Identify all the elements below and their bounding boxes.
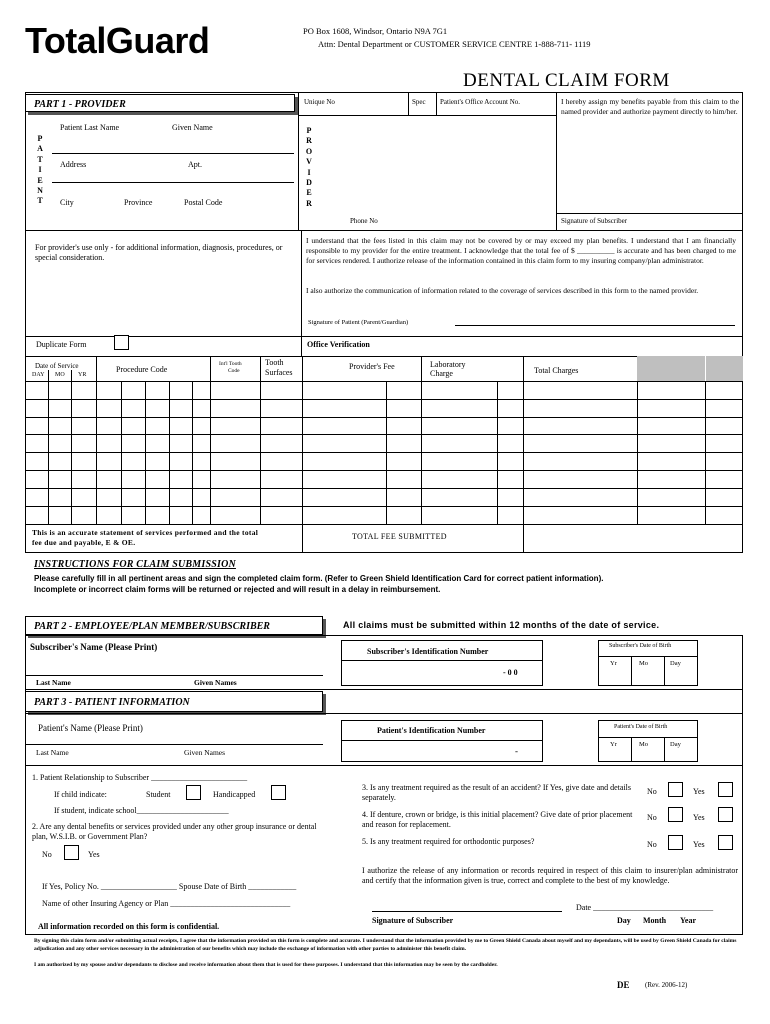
provider-vertical-letter-5: D	[306, 177, 312, 187]
assign-benefits-text: I hereby assign my benefits payable from this claim to the named provider and authorize payment directly to him/her.	[561, 97, 739, 116]
province-label: Province	[124, 198, 153, 207]
postal-code-label: Postal Code	[184, 198, 223, 207]
subscriber-dob-mo: Mo	[639, 660, 649, 667]
policy-line: If Yes, Policy No. ___________________ Spouse Date of Birth ____________	[42, 882, 297, 891]
part1-heading-box	[25, 94, 295, 112]
student-label: Student	[146, 790, 171, 799]
patient-vertical-letter-0: P	[37, 134, 43, 143]
patient-given-names-label-p3: Given Names	[184, 748, 226, 757]
patient-last-name-label: Patient Last Name	[60, 123, 120, 132]
office-verification-label: Office Verification	[307, 340, 370, 349]
provider-vertical-letter-6: E	[306, 188, 312, 198]
instructions-line-1: Please carefully fill in all pertinent areas and sign the completed claim form. (Refer to Green Shield Identification Card for correct patient information).	[34, 574, 604, 583]
question-2: 2. Are any dental benefits or services provided under any other group insurance or dental plan, W.S.I.B. or Government Plan?	[32, 822, 317, 842]
tooth-surfaces-header-1: Tooth	[265, 358, 284, 367]
form-code: DE	[617, 980, 630, 990]
laboratory-charge-header-2: Charge	[430, 369, 453, 378]
other-agency-line: Name of other Insuring Agency or Plan ______________________________	[42, 899, 291, 908]
address-line-1: PO Box 1608, Windsor, Ontario N9A 7G1	[303, 26, 448, 36]
question-4: 4. If denture, crown or bridge, is this initial placement? Give date of prior placement and reason for replacement.	[362, 810, 633, 830]
q5-no-label: No	[647, 840, 657, 849]
instructions-line-2: Incomplete or incorrect claim forms will be returned or rejected and will result in a delay in reimbursement.	[34, 585, 441, 594]
subscriber-last-name-label: Last Name	[36, 678, 71, 687]
providers-fee-header: Provider's Fee	[349, 362, 395, 371]
patient-vertical-letter-5: N	[37, 185, 43, 195]
patient-id-dash: -	[515, 746, 518, 756]
office-verification-shade	[637, 356, 743, 381]
logo: TotalGuard	[25, 20, 210, 61]
question-5: 5. Is any treatment required for orthodontic purposes?	[362, 837, 535, 846]
form-revision: (Rev. 2006-12)	[645, 981, 688, 989]
duplicate-form-checkbox[interactable]	[114, 335, 129, 350]
city-label: City	[60, 198, 74, 207]
if-child-label: If child indicate:	[54, 790, 107, 799]
patient-vertical-letter-4: E	[37, 175, 43, 185]
patient-dob-label: Patient's Date of Birth	[614, 724, 668, 730]
part2-heading-box	[25, 616, 323, 635]
patient-vertical-label	[35, 134, 45, 207]
patient-name-line[interactable]	[52, 153, 294, 154]
patient-dob-mo: Mo	[639, 741, 649, 748]
date-year-label: Year	[680, 916, 696, 925]
handicapped-label: Handicapped	[213, 790, 256, 799]
part3-heading: PART 3 - PATIENT INFORMATION	[34, 697, 190, 708]
subscriber-dob-day: Day	[670, 660, 681, 667]
subscriber-dob-label: Subscriber's Date of Birth	[609, 643, 672, 649]
provider-vertical-letter-3: V	[306, 157, 312, 167]
total-fee-submitted-label: TOTAL FEE SUBMITTED	[352, 532, 447, 541]
patient-dob-day: Day	[670, 741, 681, 748]
date-month-label: Month	[643, 916, 667, 925]
subscriber-name-label: Subscriber's Name (Please Print)	[30, 642, 158, 652]
instructions-heading: INSTRUCTIONS FOR CLAIM SUBMISSION	[34, 559, 236, 570]
patient-signature-line[interactable]	[455, 325, 735, 326]
q3-yes-label: Yes	[693, 787, 705, 796]
date-of-service-header: Date of Service	[35, 362, 79, 370]
intl-tooth-code-header-1: Int'l Tooth	[219, 361, 242, 367]
legal-text-1: By signing this claim form and/or submitting actual receipts, I agree that the information provided on this form is complete and accurate. I understand that the information provided by me to Green Shield Canada about myself and my dependants, will be used by Green Shield Canada for claims adjudication and any other services necessary in the administration of our benefits which may include the exchange of information with other parties to administer this benefit claim.	[34, 938, 737, 952]
patient-last-name-label-p3: Last Name	[36, 748, 69, 757]
subscriber-given-names-label: Given Names	[194, 678, 237, 687]
q3-no-label: No	[647, 787, 657, 796]
patient-dob-yr: Yr	[610, 741, 617, 748]
patient-signature-label: Signature of Patient (Parent/Guardian)	[308, 319, 409, 326]
provider-use-text: For provider's use only - for additional information, diagnosis, procedures, or special consideration.	[35, 243, 283, 263]
spec-label: Spec	[412, 98, 426, 106]
provider-vertical-letter-2: O	[305, 146, 313, 156]
accurate-statement-text: This is an accurate statement of services performed and the total fee due and payable, E & OE.	[32, 528, 259, 547]
patient-id-label: Patient's Identification Number	[377, 726, 486, 735]
subscriber-id-label: Subscriber's Identification Number	[367, 647, 489, 656]
intl-tooth-code-header-2: Code	[228, 368, 240, 374]
patient-vertical-letter-6: T	[37, 196, 43, 206]
deadline-text: All claims must be submitted within 12 months of the date of service.	[343, 620, 660, 630]
q2-no-label: No	[42, 850, 52, 859]
provider-vertical-letter-4: I	[307, 167, 311, 177]
subscriber-dob-yr: Yr	[610, 660, 617, 667]
understand-fees-text: I understand that the fees listed in this claim may not be covered by or may exceed my plan benefits. I understand that I am financially responsible to my provider for the entire treatment. I acknowledge that the total fee of $ __________ is accurate and has been charged to me for services rendered. I authorize release of the information contained in this claim form to my insuring company/plan administrator.	[306, 236, 736, 265]
q2-yes-label: Yes	[88, 850, 100, 859]
procedure-code-header: Procedure Code	[116, 365, 168, 374]
apt-label: Apt.	[188, 160, 202, 169]
release-authorization-text: I authorize the release of any information or records required in respect of this claim to insurer/plan administrator and certify that the information given is true, correct and complete to the best of my knowledge.	[362, 866, 738, 886]
q4-no-label: No	[647, 813, 657, 822]
date-day-label: Day	[617, 916, 631, 925]
provider-vertical-letter-0: P	[306, 126, 312, 135]
patient-vertical-letter-3: I	[38, 165, 42, 175]
address-line-2: Attn: Dental Department or CUSTOMER SERVICE CENTRE 1-888-711- 1119	[318, 39, 591, 49]
provider-vertical-letter-7: R	[306, 198, 312, 208]
patient-vertical-letter-1: A	[37, 144, 43, 154]
q5-yes-label: Yes	[693, 840, 705, 849]
duplicate-form-label: Duplicate Form	[36, 340, 87, 349]
subscriber-signature-line[interactable]	[556, 213, 743, 214]
legal-text-2: I am authorized by my spouse and/or dependants to disclose and receive information about them that is used for these purposes. I understand that this information may be seen by the cardholder.	[34, 962, 498, 968]
authorize-communication-text: I also authorize the communication of information related to the coverage of services described in this form to the named provider.	[306, 286, 699, 295]
part2-heading: PART 2 - EMPLOYEE/PLAN MEMBER/SUBSCRIBER	[34, 621, 270, 632]
total-charges-header: Total Charges	[534, 366, 579, 375]
yr-header: YR	[78, 372, 87, 378]
address-line[interactable]	[52, 182, 294, 183]
given-name-label: Given Name	[172, 123, 213, 132]
phone-no-label: Phone No	[350, 217, 378, 225]
provider-vertical-letter-1: R	[306, 136, 312, 146]
subscriber-signature-label: Signature of Subscriber	[561, 217, 628, 225]
tooth-surfaces-header-2: Surfaces	[265, 368, 293, 377]
office-account-label: Patient's Office Account No.	[440, 98, 521, 106]
part1-heading: PART 1 - PROVIDER	[34, 99, 126, 110]
provider-vertical-label	[304, 126, 314, 209]
question-3: 3. Is any treatment required as the result of an accident? If Yes, give date and details separately.	[362, 783, 632, 803]
address-label: Address	[60, 160, 87, 169]
date-line: Date ______________________________	[576, 903, 714, 912]
if-student-label: If student, indicate school_______________________	[54, 806, 229, 815]
day-header: DAY	[32, 372, 45, 378]
unique-no-label: Unique No	[304, 98, 335, 106]
q4-yes-label: Yes	[693, 813, 705, 822]
release-signature-label: Signature of Subscriber	[372, 916, 454, 925]
question-1: 1. Patient Relationship to Subscriber ________________________	[32, 773, 248, 782]
laboratory-charge-header-1: Laboratory	[430, 360, 466, 369]
mo-header: MO	[55, 372, 65, 378]
subscriber-id-suffix: - 0 0	[503, 668, 518, 677]
patient-vertical-letter-2: T	[37, 154, 43, 164]
patient-name-print-label: Patient's Name (Please Print)	[38, 723, 143, 733]
part2-3-box	[25, 635, 743, 935]
form-title: DENTAL CLAIM FORM	[463, 70, 670, 91]
confidential-text: All information recorded on this form is confidential.	[38, 922, 220, 931]
